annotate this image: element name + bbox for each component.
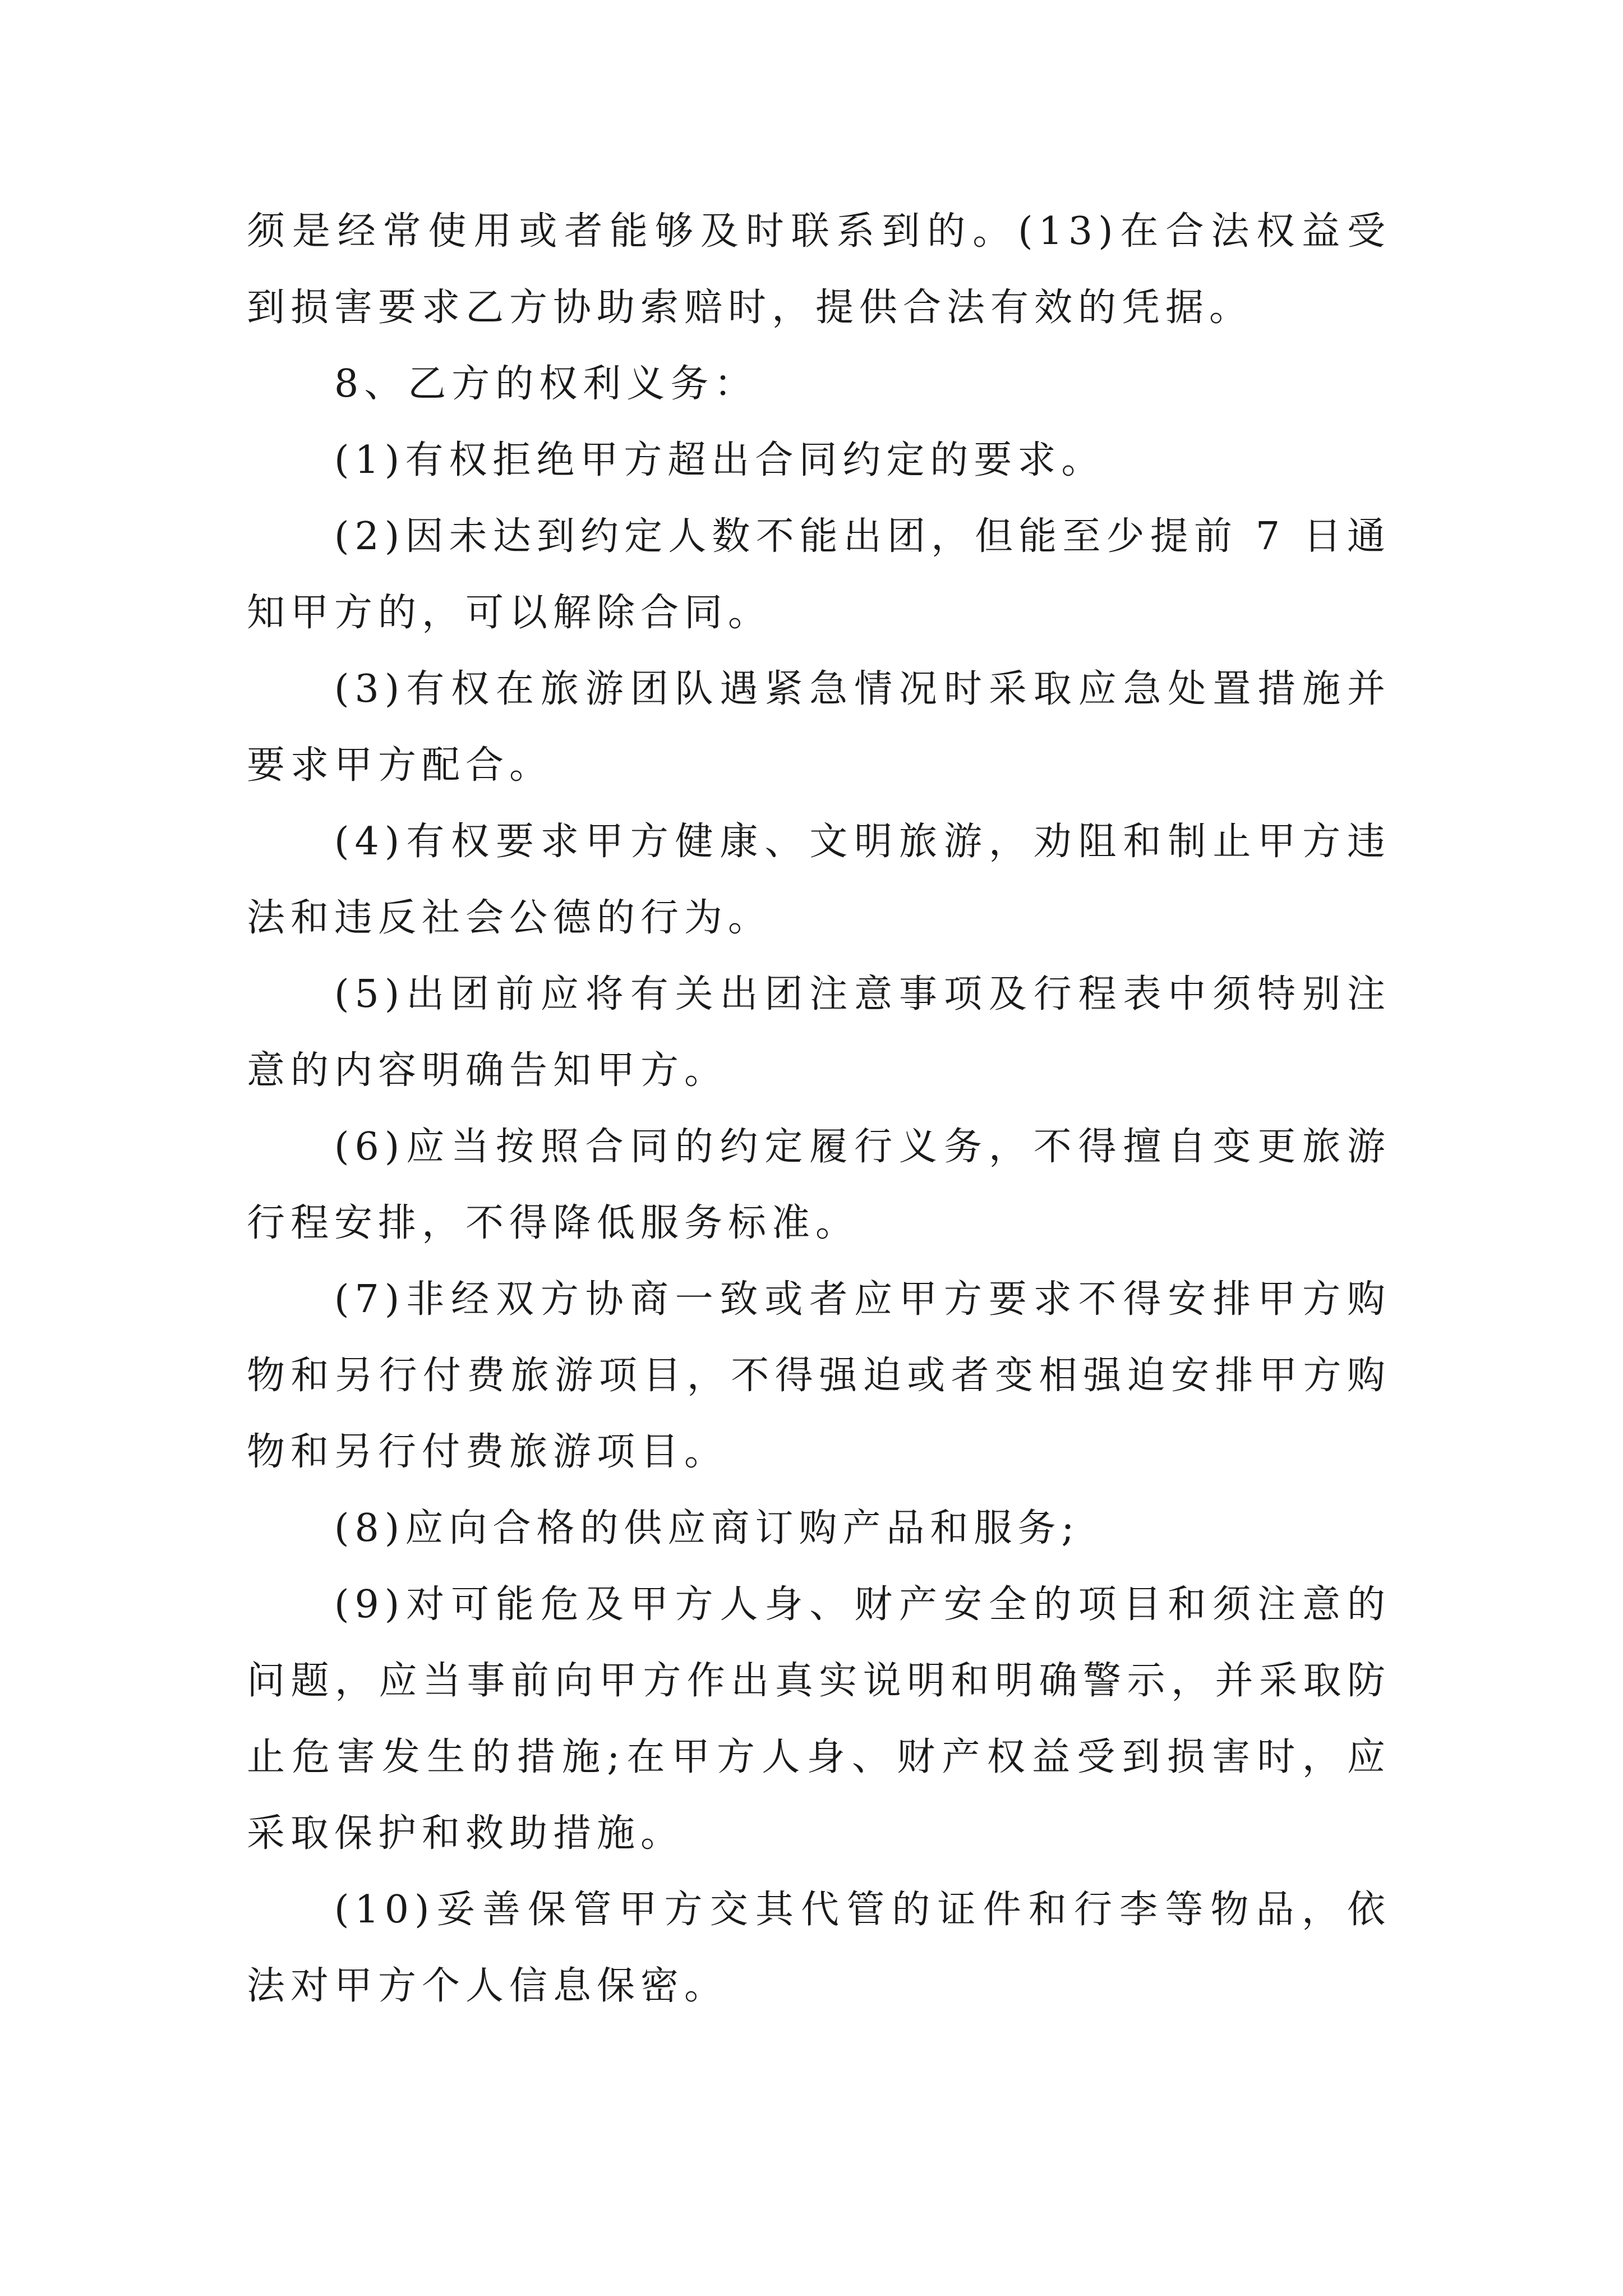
clause-1: (1)有权拒绝甲方超出合同约定的要求。 [334, 438, 1105, 482]
clause-4: (4)有权要求甲方健康、文明旅游，劝阻和制止甲方违法和违反社会公德的行为。 [247, 820, 1391, 940]
clause-5: (5)出团前应将有关出团注意事项及行程表中须特别注意的内容明确告知甲方。 [247, 972, 1391, 1093]
clause-8: (8)应向合格的供应商订购产品和服务; [334, 1506, 1080, 1550]
clause-10: (10)妥善保管甲方交其代管的证件和行李等物品，依法对甲方个人信息保密。 [247, 1888, 1391, 2008]
clause-6: (6)应当按照合同的约定履行义务，不得擅自变更旅游行程安排，不得降低服务标准。 [247, 1125, 1391, 1245]
clause-7: (7)非经双方协商一致或者应甲方要求不得安排甲方购物和另行付费旅游项目，不得强迫或者变相强迫安排甲方购物和另行付费旅游项目。 [247, 1277, 1391, 1474]
document-body [247, 194, 1391, 2024]
section-heading-party-b-rights: 8、乙方的权利义务： [334, 362, 758, 406]
clause-3: (3)有权在旅游团队遇紧急情况时采取应急处置措施并要求甲方配合。 [247, 667, 1391, 788]
paragraph-continuation: 须是经常使用或者能够及时联系到的。(13)在合法权益受到损害要求乙方协助索赔时，提供合法有效的凭据。 [247, 209, 1391, 330]
clause-2: (2)因未达到约定人数不能出团，但能至少提前 7 日通知甲方的，可以解除合同。 [247, 514, 1391, 635]
clause-9: (9)对可能危及甲方人身、财产安全的项目和须注意的问题，应当事前向甲方作出真实说明和明确警示，并采取防止危害发生的措施;在甲方人身、财产权益受到损害时，应采取保护和救助措施。 [247, 1582, 1391, 1856]
